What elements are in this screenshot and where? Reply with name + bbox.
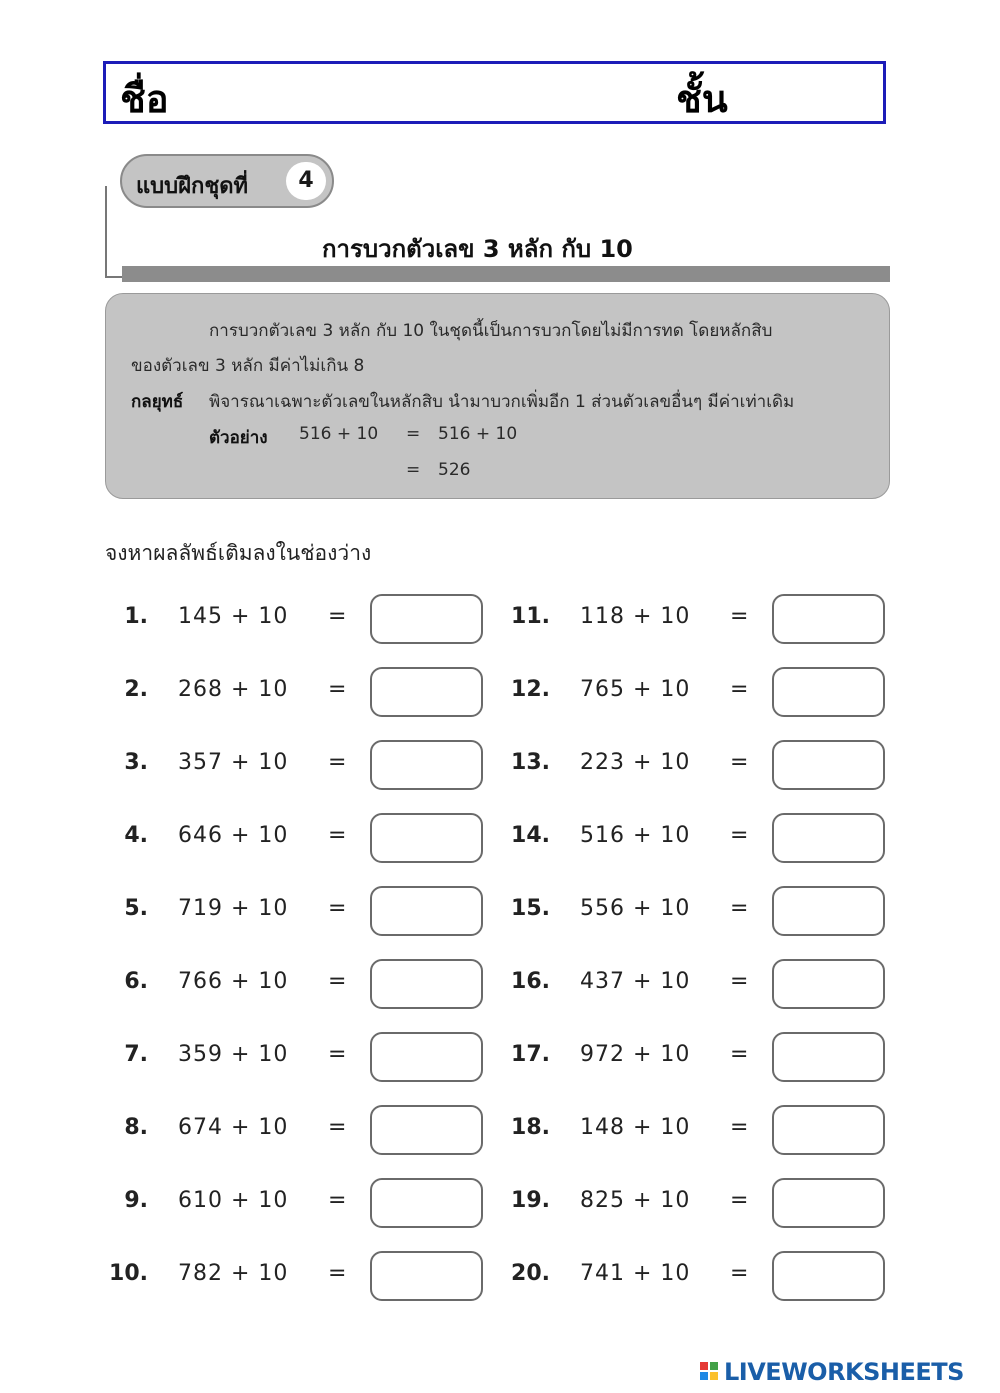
problem-row <box>118 1032 488 1082</box>
problem-row <box>511 1251 890 1301</box>
problem-expression: 765 + 10 <box>580 677 691 702</box>
problem-number: 1. <box>124 604 148 629</box>
equals-sign: = <box>328 604 347 629</box>
problem-row <box>118 813 488 863</box>
explanation-box <box>105 293 890 499</box>
problem-number: 11. <box>511 604 550 629</box>
equals-sign: = <box>730 896 749 921</box>
problem-row <box>118 1178 488 1228</box>
answer-box[interactable] <box>772 594 885 644</box>
problem-number: 4. <box>124 823 148 848</box>
problem-row <box>511 740 890 790</box>
problem-expression: 437 + 10 <box>580 969 691 994</box>
equals-sign: = <box>730 604 749 629</box>
problem-row <box>511 667 890 717</box>
answer-box[interactable] <box>772 813 885 863</box>
problem-expression: 825 + 10 <box>580 1188 691 1213</box>
equals-sign: = <box>730 1115 749 1140</box>
strategy-label: กลยุทธ์ <box>131 392 184 412</box>
problem-expression: 357 + 10 <box>178 750 289 775</box>
problem-expression: 719 + 10 <box>178 896 289 921</box>
equals-sign: = <box>730 1261 749 1286</box>
problem-number: 19. <box>511 1188 550 1213</box>
problem-number: 2. <box>124 677 148 702</box>
example-expression: 516 + 10 <box>299 424 379 444</box>
answer-box[interactable] <box>370 959 483 1009</box>
answer-box[interactable] <box>370 667 483 717</box>
problem-number: 17. <box>511 1042 550 1067</box>
problem-expression: 516 + 10 <box>580 823 691 848</box>
problem-row <box>118 1105 488 1155</box>
problem-expression: 741 + 10 <box>580 1261 691 1286</box>
answer-box[interactable] <box>772 1032 885 1082</box>
answer-box[interactable] <box>772 1251 885 1301</box>
equals-sign: = <box>730 1188 749 1213</box>
problem-row <box>511 594 890 644</box>
problem-expression: 556 + 10 <box>580 896 691 921</box>
problem-expression: 972 + 10 <box>580 1042 691 1067</box>
problem-expression: 268 + 10 <box>178 677 289 702</box>
instruction: จงหาผลลัพธ์เติมลงในช่องว่าง <box>105 541 372 565</box>
title-underline-bar <box>122 266 890 282</box>
problem-row <box>511 1105 890 1155</box>
problem-row <box>511 1178 890 1228</box>
explanation-line-1: การบวกตัวเลข 3 หลัก กับ 10 ในชุดนี้เป็นการบวกโดยไม่มีการทด โดยหลักสิบ <box>209 321 773 341</box>
answer-box[interactable] <box>772 886 885 936</box>
problem-number: 18. <box>511 1115 550 1140</box>
equals-sign: = <box>730 1042 749 1067</box>
equals-sign: = <box>328 1188 347 1213</box>
answer-box[interactable] <box>772 667 885 717</box>
problem-number: 6. <box>124 969 148 994</box>
problem-number: 3. <box>124 750 148 775</box>
topic-title: การบวกตัวเลข 3 หลัก กับ 10 <box>322 235 633 263</box>
problem-expression: 118 + 10 <box>580 604 691 629</box>
problem-row <box>109 1251 488 1301</box>
title-bracket <box>105 186 125 278</box>
problem-expression: 148 + 10 <box>580 1115 691 1140</box>
problem-row <box>118 959 488 1009</box>
brand-text: LIVEWORKSHEETS <box>724 1358 964 1386</box>
explanation-line-2: ของตัวเลข 3 หลัก มีค่าไม่เกิน 8 <box>131 356 365 376</box>
equals-sign: = <box>328 1042 347 1067</box>
answer-box[interactable] <box>370 886 483 936</box>
problem-number: 14. <box>511 823 550 848</box>
equals-sign: = <box>328 750 347 775</box>
set-number: 4 <box>286 162 326 200</box>
example-label: ตัวอย่าง <box>209 428 268 448</box>
problem-number: 12. <box>511 677 550 702</box>
problem-expression: 674 + 10 <box>178 1115 289 1140</box>
set-label: แบบฝึกชุดที่ <box>136 174 249 199</box>
example-step: 516 + 10 <box>438 424 518 444</box>
equals-sign: = <box>328 1115 347 1140</box>
equals-sign: = <box>328 823 347 848</box>
problem-row <box>118 594 488 644</box>
answer-box[interactable] <box>370 1032 483 1082</box>
problem-number: 9. <box>124 1188 148 1213</box>
problem-number: 13. <box>511 750 550 775</box>
problem-expression: 610 + 10 <box>178 1188 289 1213</box>
problem-row <box>118 740 488 790</box>
problem-number: 15. <box>511 896 550 921</box>
answer-box[interactable] <box>772 1178 885 1228</box>
problem-row <box>118 886 488 936</box>
answer-box[interactable] <box>370 813 483 863</box>
problem-row <box>118 667 488 717</box>
problem-expression: 223 + 10 <box>580 750 691 775</box>
equals-sign: = <box>328 896 347 921</box>
name-class-box <box>103 61 886 124</box>
equals-sign: = <box>328 969 347 994</box>
answer-box[interactable] <box>772 959 885 1009</box>
equals-sign: = <box>730 823 749 848</box>
answer-box[interactable] <box>370 1251 483 1301</box>
answer-box[interactable] <box>772 1105 885 1155</box>
problem-expression: 782 + 10 <box>178 1261 289 1286</box>
example-result: 526 <box>438 460 471 480</box>
problem-row <box>511 1032 890 1082</box>
answer-box[interactable] <box>772 740 885 790</box>
answer-box[interactable] <box>370 1178 483 1228</box>
exercise-set-badge <box>120 154 334 208</box>
equals-sign: = <box>328 1261 347 1286</box>
equals-sign: = <box>328 677 347 702</box>
problem-number: 10. <box>109 1261 148 1286</box>
problem-expression: 359 + 10 <box>178 1042 289 1067</box>
example-equals-2: = <box>406 460 421 480</box>
answer-box[interactable] <box>370 740 483 790</box>
problem-row <box>511 886 890 936</box>
problem-row <box>511 813 890 863</box>
problem-number: 7. <box>124 1042 148 1067</box>
problem-number: 20. <box>511 1261 550 1286</box>
logo-icon <box>700 1362 720 1382</box>
class-label: ชั้น <box>676 77 728 121</box>
strategy-text: พิจารณาเฉพาะตัวเลขในหลักสิบ นำมาบวกเพิ่มอีก 1 ส่วนตัวเลขอื่นๆ มีค่าเท่าเดิม <box>209 392 795 412</box>
equals-sign: = <box>730 677 749 702</box>
problem-expression: 145 + 10 <box>178 604 289 629</box>
problem-number: 5. <box>124 896 148 921</box>
answer-box[interactable] <box>370 1105 483 1155</box>
example-equals-1: = <box>406 424 421 444</box>
problem-row <box>511 959 890 1009</box>
problem-expression: 646 + 10 <box>178 823 289 848</box>
name-label: ชื่อ <box>120 77 169 121</box>
equals-sign: = <box>730 969 749 994</box>
problem-expression: 766 + 10 <box>178 969 289 994</box>
problem-number: 8. <box>124 1115 148 1140</box>
equals-sign: = <box>730 750 749 775</box>
answer-box[interactable] <box>370 594 483 644</box>
liveworksheets-logo <box>700 1358 992 1386</box>
problem-number: 16. <box>511 969 550 994</box>
